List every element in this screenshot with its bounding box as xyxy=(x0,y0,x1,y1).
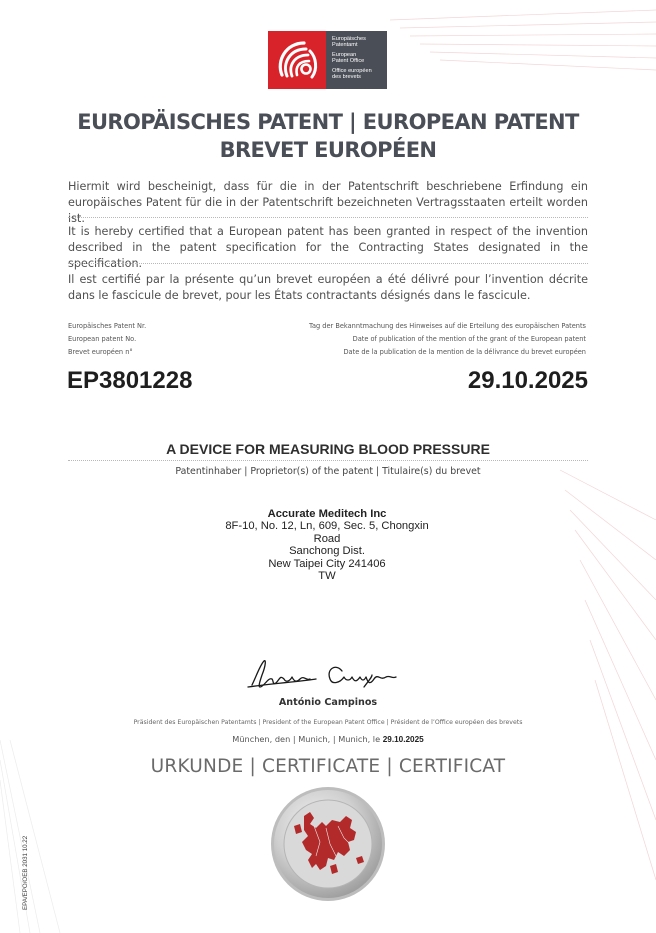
signer-role: Präsident des Europäischen Patentamts | President of the European Patent Office | Président de l’Office européen des brevets xyxy=(133,719,523,726)
logo-text-fr-1: Office européen xyxy=(332,67,372,74)
publication-date-value: 29.10.2025 xyxy=(467,367,588,394)
publication-date-label-fr: Date de la publication de la mention de la délivrance du brevet européen xyxy=(343,348,586,356)
address-line: New Taipei City 241406 xyxy=(268,557,386,570)
place-label: München, den | Munich, | Munich, le xyxy=(232,734,381,744)
logo-text-en-1: European xyxy=(332,51,357,58)
publication-date-label-en: Date of publication of the mention of the grant of the European patent xyxy=(352,335,586,343)
signer-name: António Campinos xyxy=(278,697,378,708)
patent-number-label-de: Europäisches Patent Nr. xyxy=(68,322,147,330)
statement-de: Hiermit wird bescheinigt, dass für die in der Patentschrift beschriebene Erfindung ein europäisches Patent für die in der Patentschrift bezeichneten Vertragsstaaten erteilt worden ist. xyxy=(68,180,588,225)
logo-text-de-1: Europäisches xyxy=(332,36,366,42)
statement-en: It is hereby certified that a European patent has been granted in respect of the invention described in the patent specification for the Contracting States designated in the specification. xyxy=(68,225,588,270)
patent-number-label-fr: Brevet européen n° xyxy=(68,348,133,356)
certificate-title-line-2: BREVET EUROPÉEN xyxy=(219,138,437,162)
epo-logo-text xyxy=(326,31,387,89)
place-and-date xyxy=(0,734,656,744)
epo-logo-icon xyxy=(268,31,326,89)
form-code: EPA/EPO/OEB 2031 10.22 xyxy=(22,835,29,910)
address-line: 8F-10, No. 12, Ln, 609, Sec. 5, Chongxin xyxy=(225,520,429,533)
address-line: TW xyxy=(318,570,336,583)
certificate-title-line-1: EUROPÄISCHES PATENT | EUROPEAN PATENT xyxy=(77,110,579,134)
logo-text-en-2: Patent Office xyxy=(332,58,365,65)
statement-fr: Il est certifié par la présente qu’un brevet européen a été délivré pour l’invention décrite dans le fascicule de brevet, pour les États contractants désignés dans le fascicule. xyxy=(68,273,588,302)
europe-seal-icon xyxy=(270,786,386,902)
patent-number-value: EP3801228 xyxy=(67,367,193,394)
divider xyxy=(68,217,588,218)
signature-date: 29.10.2025 xyxy=(382,735,424,744)
epo-logo xyxy=(268,31,387,89)
address-line: Road xyxy=(313,532,341,545)
address-line: Sanchong Dist. xyxy=(289,545,365,558)
invention-title: A DEVICE FOR MEASURING BLOOD PRESSURE xyxy=(166,441,490,457)
publication-date-label-de: Tag der Bekanntmachung des Hinweises auf die Erteilung des europäischen Patents xyxy=(309,322,586,330)
signature-icon xyxy=(246,657,402,693)
patent-number-label-en: European patent No. xyxy=(68,335,137,343)
logo-text-fr-2: des brevets xyxy=(332,74,361,81)
proprietor-label: Patentinhaber | Proprietor(s) of the patent | Titulaire(s) du brevet xyxy=(175,466,481,477)
divider xyxy=(68,460,588,461)
divider xyxy=(68,263,588,264)
proprietor-name: Accurate Meditech Inc xyxy=(267,508,387,520)
certificate-label: URKUNDE | CERTIFICATE | CERTIFICAT xyxy=(150,756,506,777)
logo-text-de-2: Patentamt xyxy=(332,42,358,49)
proprietor-address xyxy=(196,508,458,582)
